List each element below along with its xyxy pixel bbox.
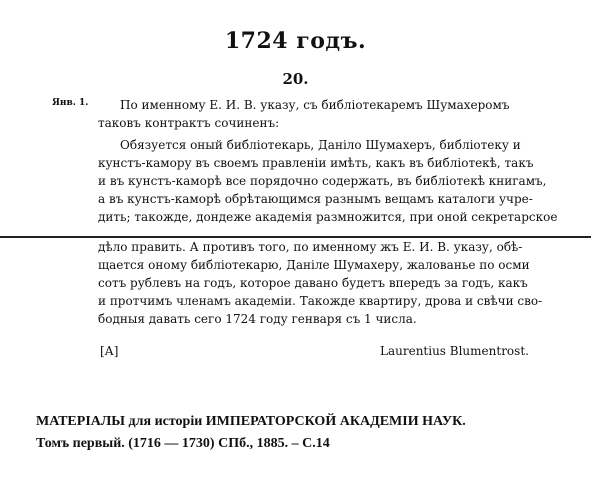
body-line: По именному Е. И. В. указу, съ библіотекаремъ Шумахеромъ	[120, 98, 510, 112]
body-line: таковъ контрактъ сочиненъ:	[98, 116, 280, 130]
signature: Laurentius Blumentrost.	[380, 344, 529, 358]
body-line: и протчимъ членамъ академіи. Такожде квартиру, дрова и свѣчи сво-	[98, 294, 543, 308]
body-line: и въ кунстъ-каморѣ все порядочно содержать, въ библіотекѣ книгамъ,	[98, 174, 547, 188]
year-title: 1724 годъ.	[224, 28, 367, 54]
body-line: Обязуется оный библіотекарь, Даніло Шумахеръ, библіотеку и	[120, 138, 521, 152]
archive-reference: [А]	[100, 344, 119, 358]
body-line: кунстъ-камору въ своемъ правленіи имѣть, какъ въ библіотекѣ, такъ	[98, 156, 534, 170]
body-line: а въ кунстъ-каморѣ обрѣтающимся разнымъ вещамъ каталоги учре-	[98, 192, 533, 206]
body-line: сотъ рублевъ на годъ, которое давано будетъ впередъ за годъ, какъ	[98, 276, 528, 290]
body-line: дить; такожде, дондеже академія размножится, при оной секретарское	[98, 210, 558, 224]
source-citation-title: МАТЕРІАЛЫ для исторіи ИМПЕРАТОРСКОЙ АКАДЕМІИ НАУК.	[36, 414, 466, 429]
body-line: дѣло править. А противъ того, по именному жъ Е. И. В. указу, обѣ-	[98, 240, 523, 254]
margin-date: Янв. 1.	[52, 98, 89, 108]
document-number: 20.	[282, 70, 309, 88]
horizontal-divider	[0, 236, 591, 238]
source-citation-details: Томъ первый. (1716 — 1730) СПб., 1885. – С.14	[36, 436, 330, 451]
body-line: щается оному библіотекарю, Даніле Шумахеру, жалованье по осми	[98, 258, 530, 272]
body-line: бодныя давать сего 1724 году генваря съ 1 числа.	[98, 312, 417, 326]
